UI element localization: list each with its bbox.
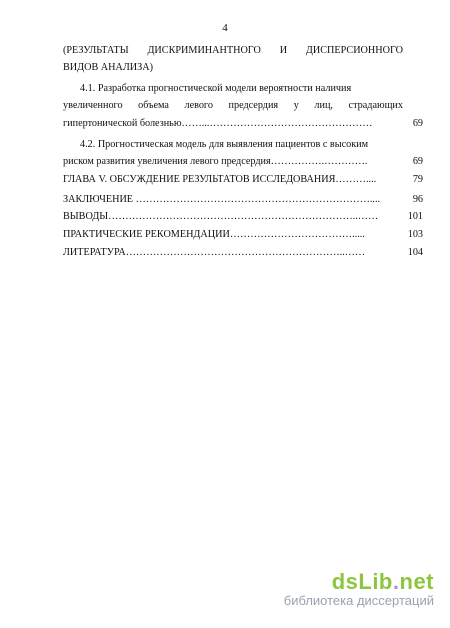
toc-item-4-2-text: риском развития увеличения левого предсердия…………….…………. — [63, 156, 368, 167]
toc-chapter-5 — [63, 174, 423, 185]
toc-word: ДИСКРИМИНАНТНОГО — [147, 45, 261, 56]
toc-item-4-1-page: 69 — [412, 118, 423, 129]
toc-item-4-2-page: 69 — [412, 156, 423, 167]
toc-recommendations-page: 103 — [407, 229, 423, 240]
toc-word: ДИСПЕРСИОННОГО — [305, 45, 403, 56]
toc-findings-text: ВЫВОДЫ………………………………………………………………..…… — [63, 211, 379, 222]
dslib-logo — [284, 569, 434, 595]
logo-tld: net — [399, 569, 434, 594]
toc-block1-line2: ВИДОВ АНАЛИЗА) — [63, 62, 153, 73]
toc-word: (РЕЗУЛЬТАТЫ — [63, 45, 129, 56]
toc-findings-page: 101 — [407, 211, 423, 222]
toc-literature — [63, 247, 423, 258]
toc-item-4-1-text: гипертонической болезнью……...………………………………………… — [63, 118, 373, 129]
page-number: 4 — [222, 22, 228, 34]
toc-word: страдающих — [348, 100, 403, 111]
toc-item-4-1-line1: 4.1. Разработка прогностической модели вероятности наличия — [80, 83, 352, 94]
toc-literature-text: ЛИТЕРАТУРА………………………………………………………..…… — [63, 247, 366, 258]
toc-word: левого — [184, 100, 213, 111]
toc-recommendations-text: ПРАКТИЧЕСКИЕ РЕКОМЕНДАЦИИ………………………………..... — [63, 229, 365, 240]
toc-item-4-2-line2 — [63, 156, 423, 167]
toc-word: объема — [138, 100, 169, 111]
toc-word: предсердия — [228, 100, 279, 111]
toc-chapter-5-text: ГЛАВА V. ОБСУЖДЕНИЕ РЕЗУЛЬТАТОВ ИССЛЕДОВАНИЯ……….... — [63, 174, 377, 185]
toc-recommendations — [63, 229, 423, 240]
toc-chapter-5-page: 79 — [412, 174, 423, 185]
dslib-watermark — [284, 569, 434, 608]
toc-word: у — [293, 100, 299, 111]
toc-item-4-1-line3 — [63, 118, 423, 129]
logo-dot: . — [392, 569, 400, 594]
toc-findings — [63, 211, 423, 222]
toc-word: увеличенного — [63, 100, 123, 111]
toc-literature-page: 104 — [407, 247, 423, 258]
toc-word: И — [279, 45, 288, 56]
toc-conclusion-text: ЗАКЛЮЧЕНИЕ …………………………………………………………….... — [63, 194, 381, 205]
toc-conclusion — [63, 194, 423, 205]
logo-main: dsLib — [331, 569, 393, 594]
toc-item-4-2-line1: 4.2. Прогностическая модель для выявления пациентов с высоким — [80, 139, 369, 150]
toc-conclusion-page: 96 — [412, 194, 423, 205]
toc-word: лиц, — [314, 100, 333, 111]
toc-block1-line1 — [63, 45, 403, 56]
watermark-subtitle: библиотека диссертаций — [283, 593, 434, 608]
toc-item-4-1-line2 — [63, 100, 403, 111]
